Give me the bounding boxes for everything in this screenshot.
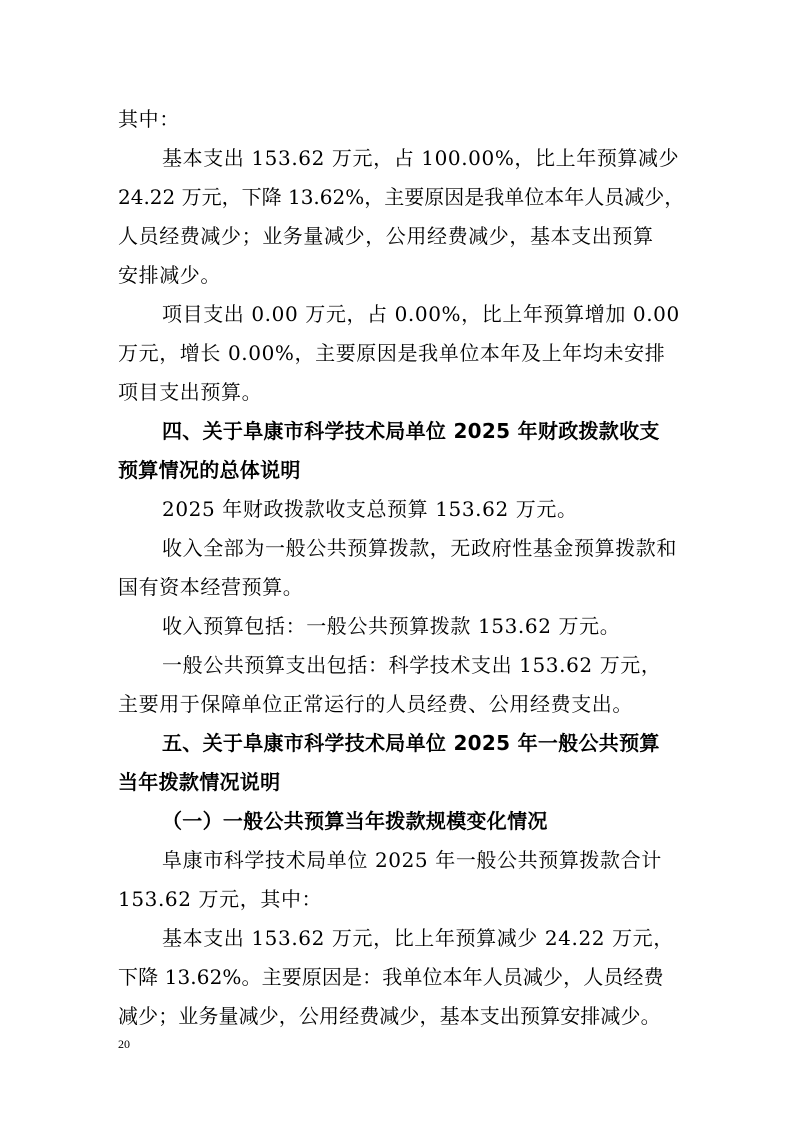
body-text-line: 基本支出 153.62 万元，比上年预算减少 24.22 万元， <box>162 926 674 950</box>
body-text-line: 收入预算包括：一般公共预算拨款 153.62 万元。 <box>162 614 621 638</box>
section-heading-4-continued: 预算情况的总体说明 <box>118 458 301 482</box>
page-number: 20 <box>118 1037 130 1051</box>
subsection-heading-1: （一）一般公共预算当年拨款规模变化情况 <box>162 809 548 833</box>
body-text-line: 基本支出 153.62 万元，占 100.00%，比上年预算减少 <box>162 146 680 170</box>
section-heading-5: 五、关于阜康市科学技术局单位 2025 年一般公共预算 <box>162 731 660 755</box>
body-text-line: 一般公共预算支出包括：科学技术支出 153.62 万元， <box>162 653 662 677</box>
body-text-line: 人员经费减少；业务量减少，公用经费减少，基本支出预算 <box>118 224 654 248</box>
section-heading-5-continued: 当年拨款情况说明 <box>118 770 281 794</box>
body-text-line: 其中： <box>118 107 180 131</box>
body-text-line: 项目支出 0.00 万元，占 0.00%，比上年预算增加 0.00 <box>162 302 680 326</box>
body-text-line: 国有资本经营预算。 <box>118 575 304 599</box>
body-text-line: 安排减少。 <box>118 263 221 287</box>
body-text-line: 万元，增长 0.00%，主要原因是我单位本年及上年均未安排 <box>118 341 666 365</box>
body-text-line: 项目支出预算。 <box>118 380 263 404</box>
body-text-line: 153.62 万元，其中： <box>118 887 323 911</box>
body-text-line: 减少；业务量减少，公用经费减少，基本支出预算安排减少。 <box>118 1004 661 1028</box>
body-text-line: 24.22 万元，下降 13.62%，主要原因是我单位本年人员减少， <box>118 185 685 209</box>
body-text-line: 阜康市科学技术局单位 2025 年一般公共预算拨款合计 <box>162 848 662 872</box>
body-text-line: 2025 年财政拨款收支总预算 153.62 万元。 <box>162 497 578 521</box>
section-heading-4: 四、关于阜康市科学技术局单位 2025 年财政拨款收支 <box>162 419 660 443</box>
body-text-line: 收入全部为一般公共预算拨款，无政府性基金预算拨款和 <box>162 536 677 560</box>
body-text-line: 下降 13.62%。主要原因是：我单位本年人员减少，人员经费 <box>118 965 664 989</box>
body-text-line: 主要用于保障单位正常运行的人员经费、公用经费支出。 <box>118 692 633 716</box>
